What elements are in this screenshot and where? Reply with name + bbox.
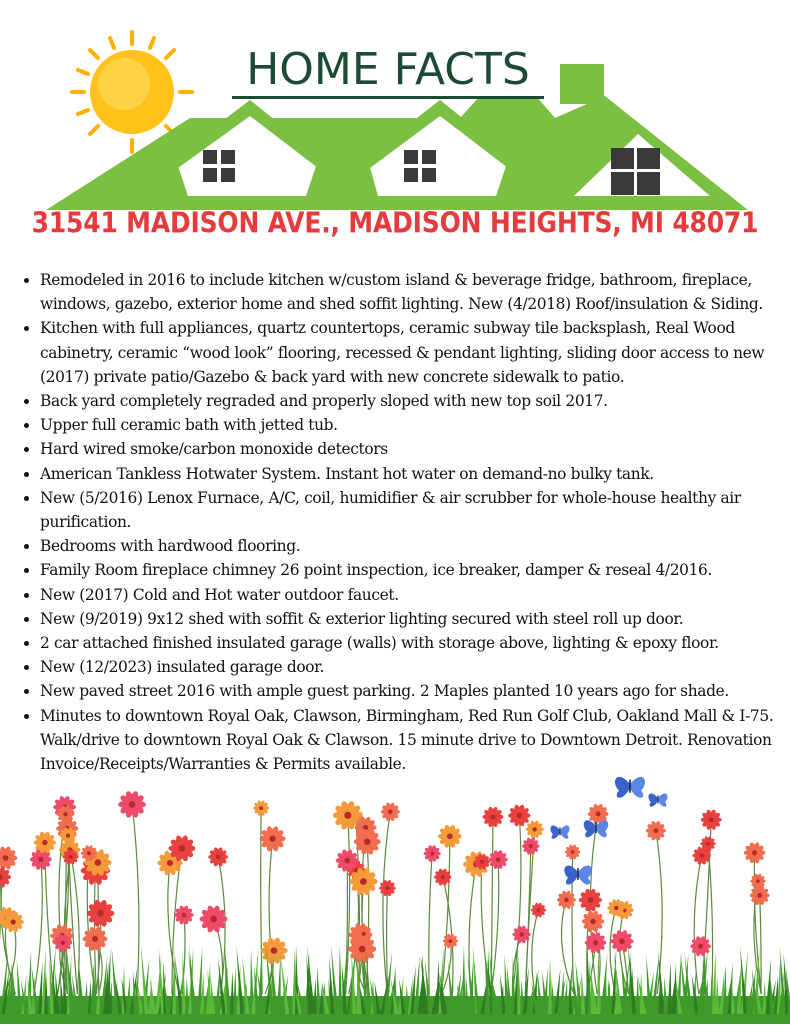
flower-icon <box>0 846 17 870</box>
list-item: New (5/2016) Lenox Furnace, A/C, coil, humidifier & air scrubber for whole-house healthy air purification. <box>22 486 787 534</box>
flower-icon <box>379 880 396 897</box>
flower-icon <box>488 850 507 870</box>
flower-icon <box>579 888 602 912</box>
list-item: Upper full ceramic bath with jetted tub. <box>22 413 787 437</box>
flower-icon <box>701 809 722 831</box>
flower-icon <box>208 847 228 867</box>
flower-icon <box>200 905 228 934</box>
butterfly-icon <box>615 777 645 798</box>
chimney <box>560 64 604 104</box>
list-item: Family Room fireplace chimney 26 point inspection, ice breaker, damper & reseal 4/2016. <box>22 558 787 582</box>
flower-field <box>0 764 790 1024</box>
flower-icon <box>522 837 540 855</box>
flower-icon <box>260 937 287 965</box>
flower-icon <box>508 804 530 827</box>
flower-icon <box>87 899 115 927</box>
flower-icon <box>646 820 666 841</box>
flower-garden-decoration <box>0 764 790 1024</box>
home-facts-list <box>22 268 787 776</box>
list-item: New paved street 2016 with ample guest parking. 2 Maples planted 10 years ago for shade. <box>22 679 787 703</box>
flower-icon <box>118 790 146 818</box>
list-item: New (12/2023) insulated garage door. <box>22 655 787 679</box>
butterfly-icon <box>550 825 569 838</box>
list-item: Remodeled in 2016 to include kitchen w/custom island & beverage fridge, bathroom, fireplace, windows, gazebo, exterior home and shed soffit lighting. New (4/2018) Roof/insulation & Siding. <box>22 268 787 316</box>
flower-icon <box>260 825 286 852</box>
flower-icon <box>610 929 633 953</box>
header-banner <box>0 0 790 260</box>
flower-icon <box>482 806 503 828</box>
grass-icon <box>0 944 790 1024</box>
flower-icon <box>690 936 711 957</box>
list-item: Kitchen with full appliances, quartz countertops, ceramic subway tile backsplash, Real Wood cabinetry, ceramic “wood look” flooring, recessed & pendant lighting, sliding door access to new (2017) private patio/Gazebo & back yard with new concrete sidewalk to patio. <box>22 316 787 389</box>
flower-icon <box>750 885 770 906</box>
flower-icon <box>424 845 441 863</box>
flower-icon <box>253 800 269 816</box>
title-underline <box>232 96 544 99</box>
list-item: American Tankless Hotwater System. Instant hot water on demand-no bulky tank. <box>22 462 787 486</box>
flower-icon <box>565 844 580 860</box>
list-item: New (2017) Cold and Hot water outdoor faucet. <box>22 583 787 607</box>
flower-icon <box>557 890 576 909</box>
butterfly-icon <box>564 866 591 885</box>
flower-icon <box>744 842 766 864</box>
list-item: New (9/2019) 9x12 shed with soffit & exterior lighting secured with steel roll up door. <box>22 607 787 631</box>
flower-icon <box>381 802 400 822</box>
flower-icon <box>438 824 462 848</box>
list-item: Back yard completely regraded and properly sloped with new top soil 2017. <box>22 389 787 413</box>
butterfly-icon <box>584 820 609 837</box>
list-item: Hard wired smoke/carbon monoxide detectors <box>22 437 787 461</box>
butterfly-icon <box>648 793 667 806</box>
flower-icon <box>83 926 108 952</box>
page-title: HOME FACTS <box>246 44 530 95</box>
property-address: 31541 MADISON AVE., MADISON HEIGHTS, MI 48071 <box>31 205 759 240</box>
list-item: Bedrooms with hardwood flooring. <box>22 534 787 558</box>
flower-icon <box>582 910 605 933</box>
flower-icon <box>174 905 194 925</box>
flower-icon <box>531 902 546 918</box>
flower-icon <box>0 866 11 888</box>
list-item: Minutes to downtown Royal Oak, Clawson, Birmingham, Red Run Golf Club, Oakland Mall & I-75. Walk/drive to downtown Royal Oak & Clawson. 15 minute drive to Downtown Detroit. Renovation Invoice/Receipts/Warranties & Permits available. <box>22 704 787 777</box>
list-item: 2 car attached finished insulated garage (walls) with storage above, lighting & epoxy floor. <box>22 631 787 655</box>
flower-icon <box>526 820 544 838</box>
